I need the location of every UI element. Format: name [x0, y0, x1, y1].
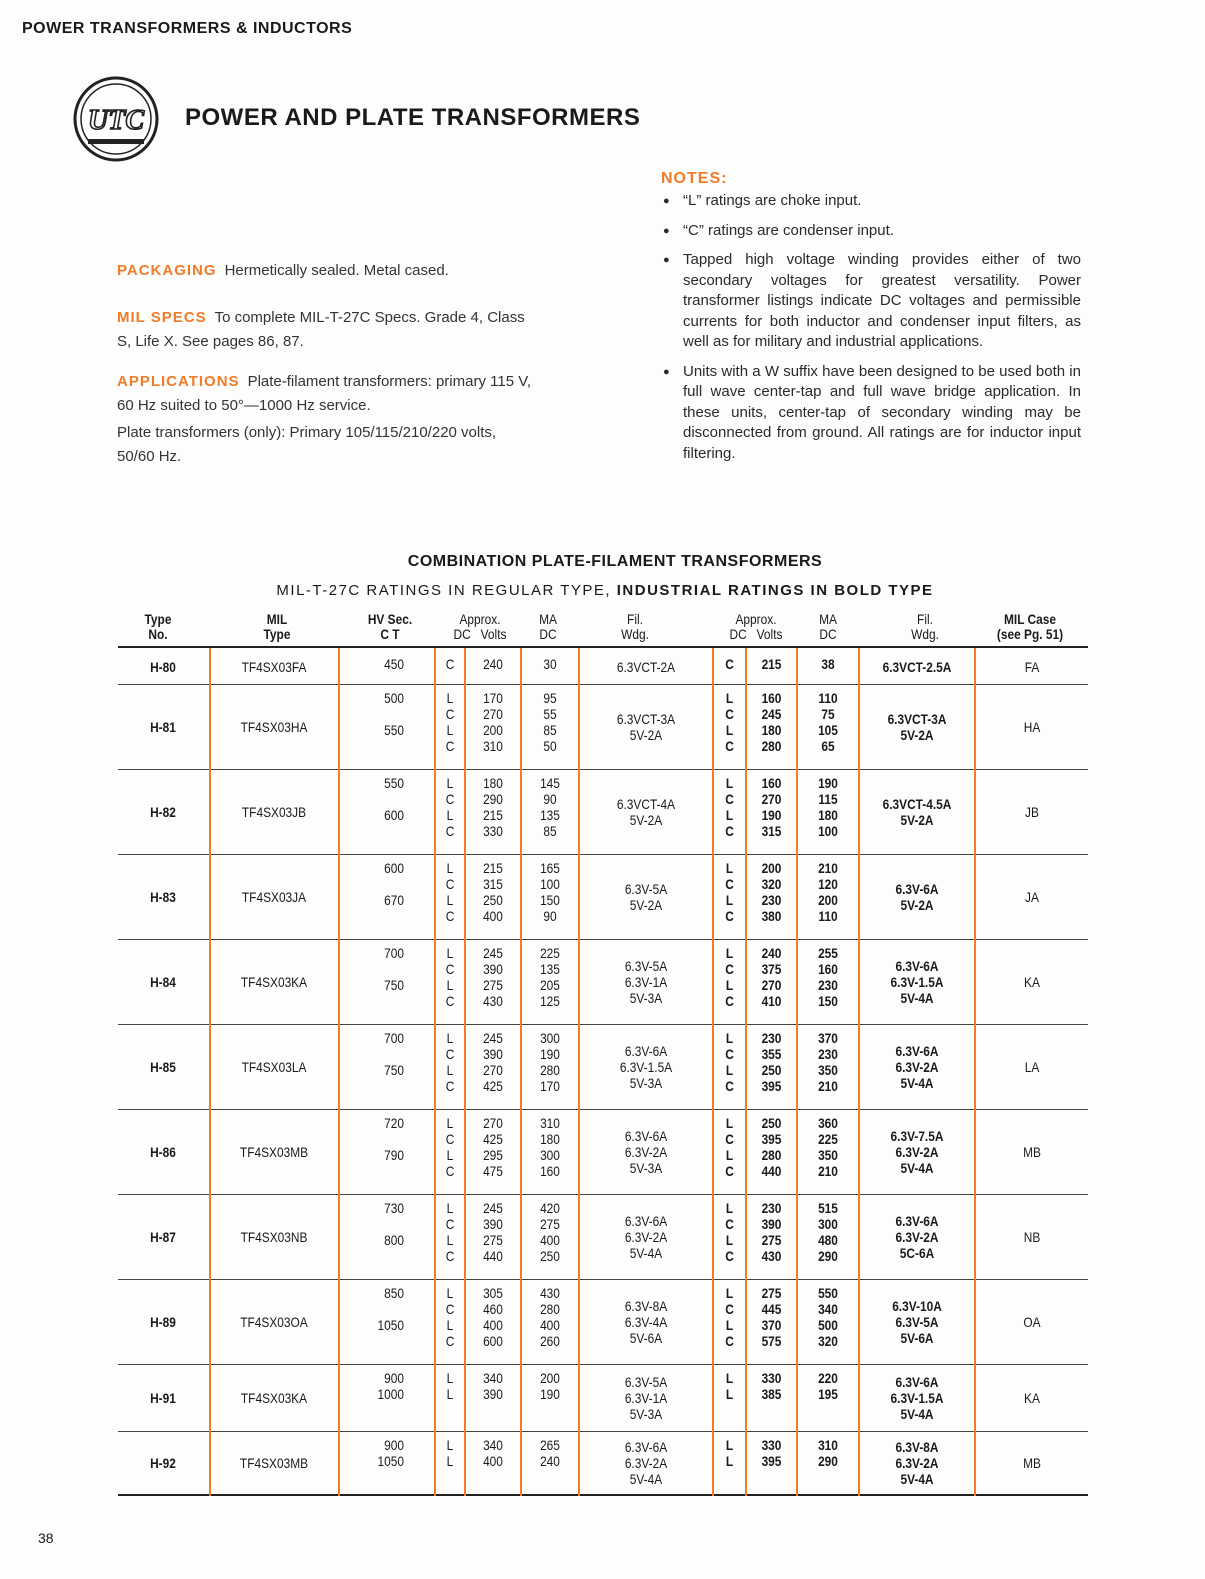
- column-divider: [338, 648, 340, 1496]
- table-cell-ma: 145 90 135 85: [540, 775, 560, 839]
- utc-logo: [72, 75, 160, 163]
- col-header-mil-case: MIL Case (see Pg. 51): [996, 611, 1064, 642]
- column-divider: [209, 648, 211, 1496]
- table-cell-mil: TF4SX03JB: [241, 803, 307, 820]
- table-cell-case: FA: [1024, 659, 1040, 675]
- col-header-ma-dc: MA DC: [539, 611, 557, 642]
- table-cell-ima: 220 195: [818, 1370, 838, 1402]
- table-cell-mil: TF4SX03MB: [239, 1143, 309, 1160]
- note-item: ● Units with a W suffix have been designed to be used both in full wave center-tap and full wave bridge application. In these units, center-tap of secondary winding may be disconnected from ground. All ratings are for inductor input filtering.: [661, 362, 1081, 465]
- table-top-rule: [118, 646, 1088, 648]
- table-cell-type: H-84: [150, 973, 176, 990]
- table-cell-hv: 700 750: [384, 945, 404, 993]
- table-cell-type: H-83: [150, 888, 176, 905]
- column-divider: [464, 648, 466, 1496]
- table-cell-dc: C: [445, 656, 455, 672]
- table-cell-ma: 430 280 400 260: [540, 1285, 560, 1349]
- table-cell-case: KA: [1024, 973, 1040, 990]
- table-cell-ifil: 6.3V-6A 6.3V-1.5A 5V-4A: [890, 957, 944, 1006]
- table-cell-idc: L C L C: [725, 1030, 734, 1094]
- table-cell-type: H-81: [150, 718, 176, 735]
- table-subtitle: [0, 582, 1205, 599]
- col-header-ma-dc-industrial: MA DC: [819, 611, 837, 642]
- table-cell-fil: 6.3V-5A 6.3V-1A 5V-3A: [624, 957, 668, 1006]
- table-cell-hv: 900 1050: [377, 1437, 404, 1469]
- table-cell-ma: 300 190 280 170: [540, 1030, 560, 1094]
- mil-specs-note: [117, 306, 537, 354]
- table-cell-mil: TF4SX03KA: [240, 1389, 308, 1406]
- applications-text-2: Plate transformers (only): Primary 105/115/210/220 volts, 50/60 Hz.: [117, 424, 497, 465]
- logo-text: UTC: [88, 105, 144, 136]
- table-cell-ifil: 6.3VCT-2.5A: [882, 659, 952, 675]
- table-cell-type: H-85: [150, 1058, 176, 1075]
- table-cell-ima: 190 115 180 100: [818, 775, 838, 839]
- table-cell-ma: 225 135 205 125: [540, 945, 560, 1009]
- table-cell-ima: 550 340 500 320: [818, 1285, 838, 1349]
- table-cell-idc: L C L C: [725, 690, 734, 754]
- table-cell-dc: L C L C: [445, 860, 455, 924]
- table-cell-ma: 30: [543, 656, 557, 672]
- notes-title: NOTES:: [661, 170, 728, 187]
- table-cell-ima: 310 290: [818, 1437, 838, 1469]
- table-cell-ima: 255 160 230 150: [818, 945, 838, 1009]
- column-divider: [796, 648, 798, 1496]
- table-cell-type: H-80: [150, 659, 176, 675]
- row-divider: [118, 1109, 1088, 1110]
- table-cell-hv: 450: [384, 656, 404, 672]
- note-item: ● “L” ratings are choke input.: [661, 191, 1081, 212]
- col-header-approx-dc-volts: Approx. DC Volts: [453, 611, 507, 642]
- table-cell-case: MB: [1023, 1143, 1041, 1160]
- table-cell-volts: 270 425 295 475: [483, 1115, 503, 1179]
- table-cell-ma: 95 55 85 50: [543, 690, 557, 754]
- table-cell-case: HA: [1023, 718, 1041, 735]
- table-cell-dc: L C L C: [445, 690, 455, 754]
- table-cell-ma: 310 180 300 160: [540, 1115, 560, 1179]
- table-cell-fil: 6.3V-5A 5V-2A: [624, 880, 668, 913]
- page-title: POWER AND PLATE TRANSFORMERS: [185, 104, 641, 131]
- subtitle-regular: MIL-T-27C RATINGS IN REGULAR TYPE,: [276, 582, 612, 599]
- table-cell-mil: TF4SX03HA: [240, 718, 308, 735]
- table-cell-ima: 515 300 480 290: [818, 1200, 838, 1264]
- table-cell-hv: 850 1050: [377, 1285, 404, 1333]
- table-cell-ifil: 6.3V-6A 6.3V-2A 5C-6A: [895, 1212, 939, 1261]
- table-cell-ifil: 6.3VCT-3A 5V-2A: [887, 710, 947, 743]
- row-divider: [118, 769, 1088, 770]
- table-cell-fil: 6.3VCT-2A: [616, 659, 676, 675]
- page-number: 38: [38, 1530, 54, 1546]
- table-cell-dc: L C L C: [445, 945, 455, 1009]
- column-divider: [712, 648, 714, 1496]
- note-item: ● Tapped high voltage winding provides either of two secondary voltages for greatest versatility. Power transformer listings indicate DC voltages and permissible currents for both inductor and condenser input filters, as well as for military and industrial applications.: [661, 250, 1081, 353]
- table-cell-case: JA: [1025, 888, 1039, 905]
- table-cell-volts: 245 390 275 430: [483, 945, 503, 1009]
- note-item: ● “C” ratings are condenser input.: [661, 221, 1081, 242]
- table-cell-mil: TF4SX03JA: [241, 888, 307, 905]
- table-cell-fil: 6.3V-8A 6.3V-4A 5V-6A: [624, 1297, 668, 1346]
- table-cell-ivolts: 230 355 250 395: [761, 1030, 782, 1094]
- table-cell-type: H-86: [150, 1143, 176, 1160]
- table-cell-hv: 500 550: [384, 690, 404, 738]
- table-cell-idc: L C L C: [725, 1115, 734, 1179]
- table-cell-ifil: 6.3V-8A 6.3V-2A 5V-4A: [895, 1438, 939, 1487]
- table-cell-ivolts: 200 320 230 380: [761, 860, 782, 924]
- row-divider: [118, 1024, 1088, 1025]
- table-cell-ivolts: 215: [761, 656, 782, 672]
- row-divider: [118, 1194, 1088, 1195]
- table-cell-dc: L C L C: [445, 775, 455, 839]
- table-cell-hv: 720 790: [384, 1115, 404, 1163]
- table-cell-ivolts: 240 375 270 410: [761, 945, 782, 1009]
- packaging-text: Hermetically sealed. Metal cased.: [224, 262, 449, 279]
- table-cell-type: H-91: [150, 1389, 176, 1406]
- table-cell-mil: TF4SX03LA: [241, 1058, 307, 1075]
- table-title: COMBINATION PLATE-FILAMENT TRANSFORMERS: [407, 553, 823, 570]
- table-cell-fil: 6.3VCT-4A 5V-2A: [616, 795, 676, 828]
- row-divider: [118, 1364, 1088, 1365]
- table-cell-mil: TF4SX03KA: [240, 973, 308, 990]
- table-cell-ifil: 6.3VCT-4.5A 5V-2A: [882, 795, 952, 828]
- table-cell-hv: 900 1000: [377, 1370, 404, 1402]
- table-cell-ivolts: 160 245 180 280: [761, 690, 782, 754]
- table-cell-ma: 165 100 150 90: [540, 860, 560, 924]
- applications-text: Plate-filament transformers: primary 115 V, 60 Hz suited to 50°—1000 Hz service.: [117, 373, 532, 414]
- table-cell-dc: L L: [446, 1437, 454, 1469]
- table-cell-ivolts: 230 390 275 430: [761, 1200, 782, 1264]
- table-cell-ivolts: 250 395 280 440: [761, 1115, 782, 1179]
- table-cell-ifil: 6.3V-6A 6.3V-2A 5V-4A: [895, 1042, 939, 1091]
- table-cell-volts: 305 460 400 600: [483, 1285, 503, 1349]
- table-cell-idc: L C L C: [725, 775, 734, 839]
- table-cell-ima: 360 225 350 210: [818, 1115, 838, 1179]
- table-cell-fil: 6.3VCT-3A 5V-2A: [616, 710, 676, 743]
- table-cell-idc: L C L C: [725, 945, 734, 1009]
- table-cell-ifil: 6.3V-7.5A 6.3V-2A 5V-4A: [890, 1127, 944, 1176]
- table-cell-idc: L C L C: [725, 1285, 734, 1349]
- row-divider: [118, 1431, 1088, 1432]
- column-divider: [974, 648, 976, 1496]
- applications-label: APPLICATIONS: [117, 373, 240, 390]
- table-cell-volts: 340 400: [483, 1437, 503, 1469]
- table-cell-dc: L L: [446, 1370, 454, 1402]
- table-cell-idc: L C L C: [725, 860, 734, 924]
- col-header-hv-sec: HV Sec. C T: [367, 611, 413, 642]
- section-category: POWER TRANSFORMERS & INDUCTORS: [22, 20, 353, 37]
- table-cell-volts: 240: [483, 656, 503, 672]
- column-divider: [745, 648, 747, 1496]
- table-cell-mil: TF4SX03MB: [239, 1454, 309, 1471]
- column-divider: [578, 648, 580, 1496]
- table-cell-mil: TF4SX03FA: [241, 659, 307, 675]
- table-cell-ifil: 6.3V-10A 6.3V-5A 5V-6A: [892, 1297, 942, 1346]
- table-cell-fil: 6.3V-6A 6.3V-1.5A 5V-3A: [619, 1042, 673, 1091]
- table-cell-volts: 245 390 275 440: [483, 1200, 503, 1264]
- packaging-note: [117, 259, 537, 283]
- row-divider: [118, 1279, 1088, 1280]
- table-cell-case: OA: [1023, 1313, 1041, 1330]
- row-divider: [118, 684, 1088, 685]
- table-cell-dc: L C L C: [445, 1200, 455, 1264]
- table-cell-case: MB: [1023, 1454, 1041, 1471]
- table-cell-volts: 245 390 270 425: [483, 1030, 503, 1094]
- mil-specs-text: To complete MIL-T-27C Specs. Grade 4, Class S, Life X. See pages 86, 87.: [117, 309, 525, 350]
- table-cell-idc: C: [725, 656, 734, 672]
- subtitle-bold: INDUSTRIAL RATINGS IN BOLD TYPE: [616, 582, 934, 599]
- table-cell-hv: 730 800: [384, 1200, 404, 1248]
- table-cell-idc: L L: [725, 1370, 734, 1402]
- table-cell-type: H-92: [150, 1454, 176, 1471]
- applications-note: [117, 370, 537, 418]
- column-divider: [520, 648, 522, 1496]
- table-cell-ifil: 6.3V-6A 6.3V-1.5A 5V-4A: [890, 1373, 944, 1422]
- table-cell-idc: L L: [725, 1437, 734, 1469]
- table-cell-volts: 170 270 200 310: [483, 690, 503, 754]
- table-cell-case: NB: [1023, 1228, 1041, 1245]
- column-divider: [858, 648, 860, 1496]
- table-cell-dc: L C L C: [445, 1115, 455, 1179]
- table-cell-fil: 6.3V-6A 6.3V-2A 5V-3A: [624, 1127, 668, 1176]
- table-cell-ifil: 6.3V-6A 5V-2A: [895, 880, 939, 913]
- table-cell-idc: L C L C: [725, 1200, 734, 1264]
- row-divider: [118, 939, 1088, 940]
- table-cell-mil: TF4SX03NB: [240, 1228, 308, 1245]
- table-cell-case: JB: [1025, 803, 1039, 820]
- table-cell-hv: 600 670: [384, 860, 404, 908]
- table-cell-volts: 215 315 250 400: [483, 860, 503, 924]
- table-cell-volts: 180 290 215 330: [483, 775, 503, 839]
- table-cell-fil: 6.3V-5A 6.3V-1A 5V-3A: [624, 1373, 668, 1422]
- table-cell-type: H-87: [150, 1228, 176, 1245]
- table-cell-type: H-82: [150, 803, 176, 820]
- col-header-fil-wdg: Fil. Wdg.: [621, 611, 649, 642]
- table-cell-ivolts: 330 385: [761, 1370, 782, 1402]
- table-cell-ivolts: 160 270 190 315: [761, 775, 782, 839]
- table-bottom-rule: [118, 1494, 1088, 1496]
- table-cell-dc: L C L C: [445, 1030, 455, 1094]
- packaging-label: PACKAGING: [117, 262, 217, 279]
- col-header-type-no: Type No.: [144, 611, 172, 642]
- table-cell-fil: 6.3V-6A 6.3V-2A 5V-4A: [624, 1438, 668, 1487]
- table-cell-hv: 550 600: [384, 775, 404, 823]
- table-cell-mil: TF4SX03OA: [240, 1313, 308, 1330]
- table-cell-ima: 370 230 350 210: [818, 1030, 838, 1094]
- table-cell-ma: 420 275 400 250: [540, 1200, 560, 1264]
- col-header-fil-wdg-industrial: Fil. Wdg.: [911, 611, 939, 642]
- col-header-mil-type: MIL Type: [263, 611, 291, 642]
- table-cell-fil: 6.3V-6A 6.3V-2A 5V-4A: [624, 1212, 668, 1261]
- table-cell-ivolts: 275 445 370 575: [761, 1285, 782, 1349]
- table-cell-dc: L C L C: [445, 1285, 455, 1349]
- table-cell-type: H-89: [150, 1313, 176, 1330]
- table-cell-ima: 38: [821, 656, 835, 672]
- notes-list: [661, 191, 1081, 473]
- table-cell-ma: 265 240: [540, 1437, 560, 1469]
- column-divider: [434, 648, 436, 1496]
- table-cell-case: LA: [1024, 1058, 1040, 1075]
- table-cell-hv: 700 750: [384, 1030, 404, 1078]
- table-cell-ima: 210 120 200 110: [818, 860, 838, 924]
- table-cell-ma: 200 190: [540, 1370, 560, 1402]
- table-cell-volts: 340 390: [483, 1370, 503, 1402]
- table-cell-ima: 110 75 105 65: [818, 690, 838, 754]
- table-cell-case: KA: [1024, 1389, 1040, 1406]
- row-divider: [118, 854, 1088, 855]
- mil-specs-label: MIL SPECS: [117, 309, 207, 326]
- col-header-approx-dc-volts-industrial: Approx. DC Volts: [729, 611, 783, 642]
- table-cell-ivolts: 330 395: [761, 1437, 782, 1469]
